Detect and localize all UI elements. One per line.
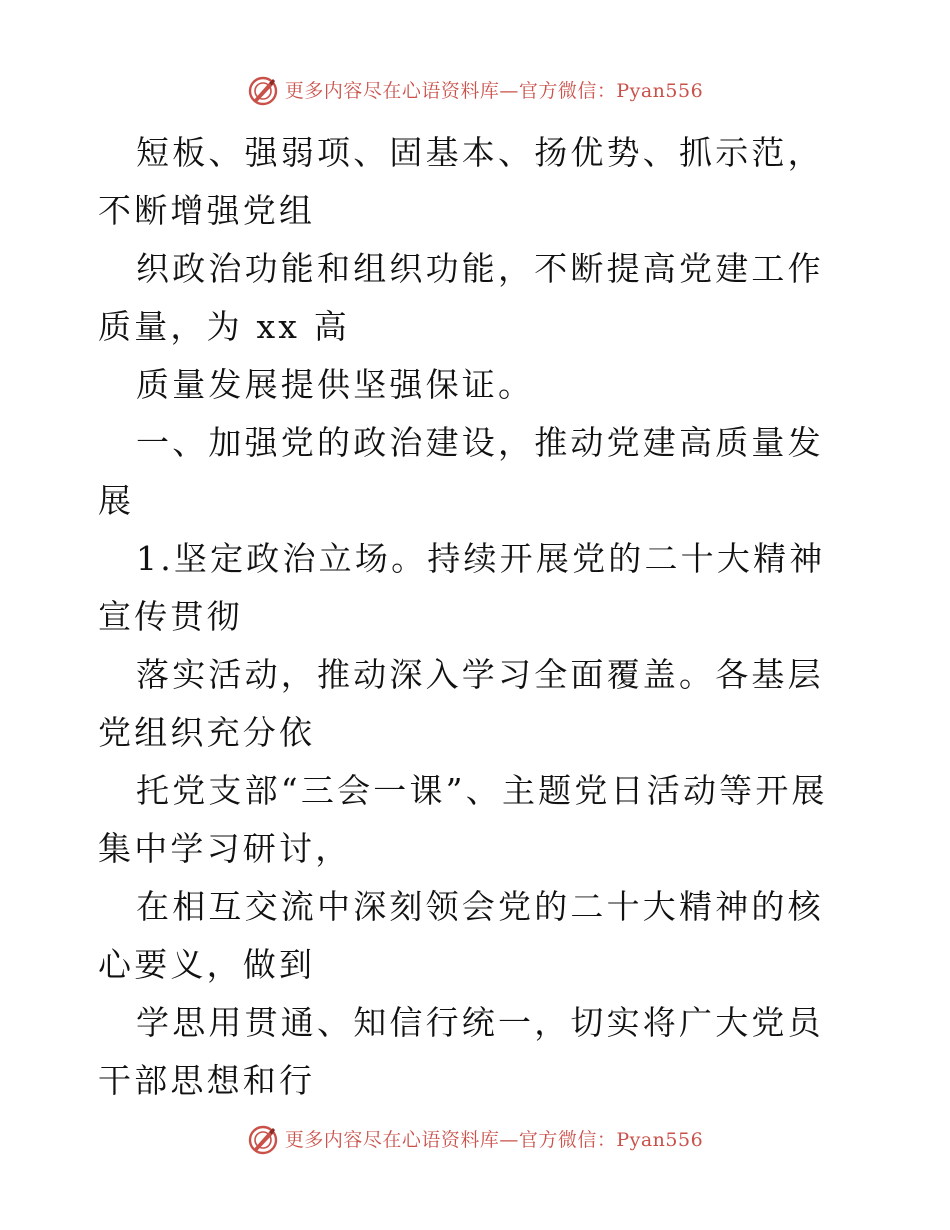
paragraph: 托党支部“三会一课”、主题党日活动等开展集中学习研讨， bbox=[98, 771, 828, 868]
watermark-text: 更多内容尽在心语资料库—官方微信：Pyan556 bbox=[284, 1128, 704, 1151]
paragraph: 短板、强弱项、固基本、扬优势、抓示范，不断增强党组 bbox=[98, 133, 824, 230]
section-heading: 一、加强党的政治建设，推动党建高质量发展 bbox=[98, 423, 824, 520]
header-watermark bbox=[0, 71, 950, 111]
pen-logo-icon bbox=[247, 75, 279, 107]
paragraph: 在相互交流中深刻领会党的二十大精神的核心要义，做到 bbox=[98, 887, 824, 984]
watermark-text: 更多内容尽在心语资料库—官方微信：Pyan556 bbox=[284, 79, 704, 102]
footer-watermark bbox=[0, 1120, 950, 1160]
document-body bbox=[98, 124, 858, 1110]
paragraph: 1.坚定政治立场。持续开展党的二十大精神宣传贯彻 bbox=[98, 539, 826, 636]
paragraph: 落实活动，推动深入学习全面覆盖。各基层党组织充分依 bbox=[98, 655, 824, 752]
paragraph: 质量发展提供坚强保证。 bbox=[136, 365, 535, 404]
paragraph: 织政治功能和组织功能，不断提高党建工作质量，为 xx 高 bbox=[98, 249, 824, 346]
pen-logo-icon bbox=[247, 1124, 279, 1156]
paragraph: 学思用贯通、知信行统一，切实将广大党员干部思想和行 bbox=[98, 1003, 824, 1100]
